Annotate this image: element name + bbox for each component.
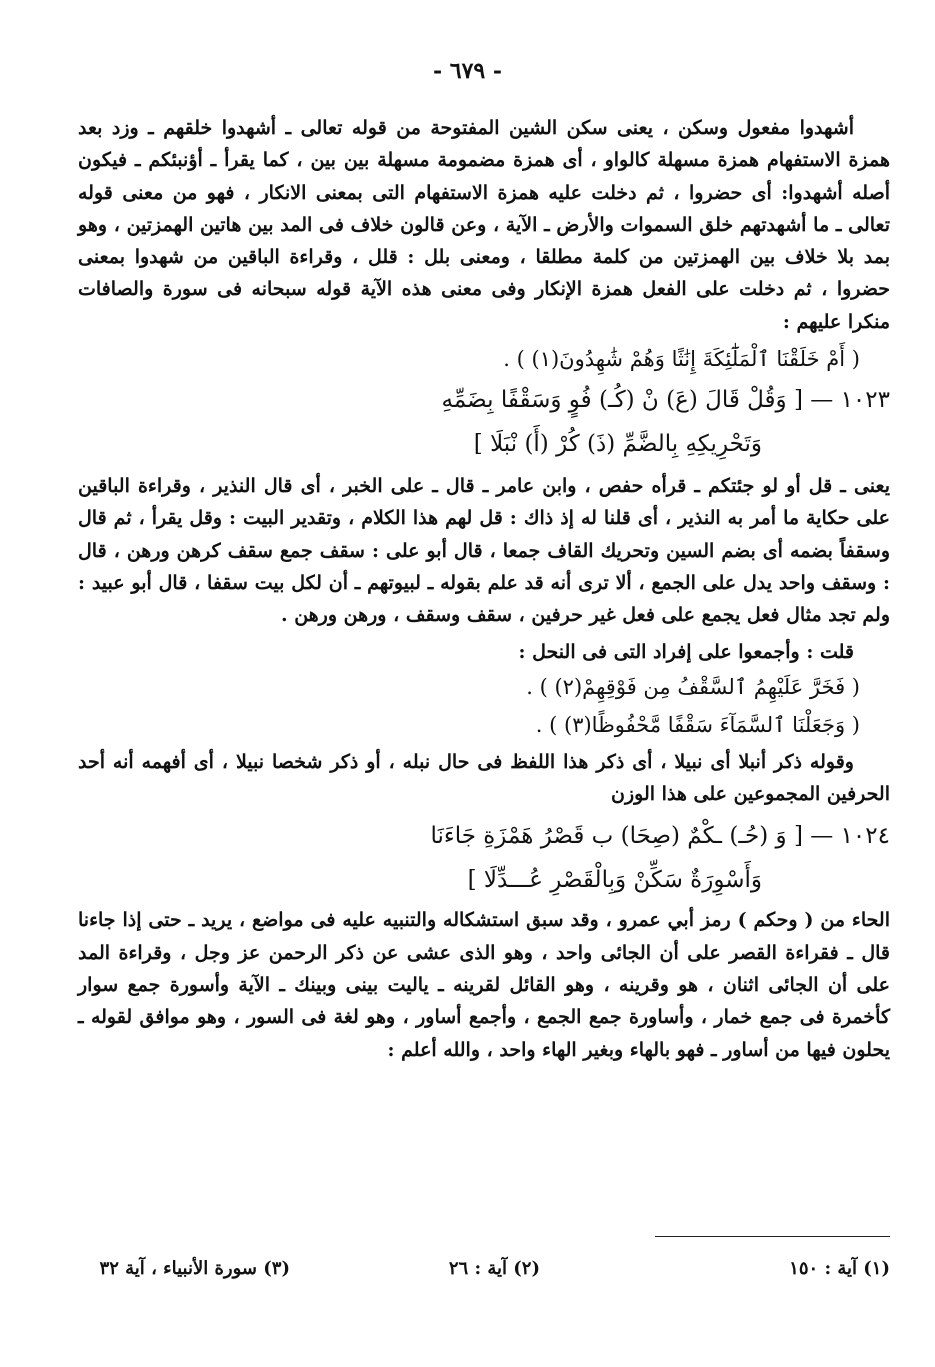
footnote-divider xyxy=(655,1236,890,1237)
main-text xyxy=(78,112,890,1066)
page-number: - ٦٧٩ - xyxy=(432,58,503,84)
quran-quote-1: ( أَمْ خَلَقْنَا ٱلْمَلَٰٓئِكَةَ إِنَٰثًا وَهُمْ شَٰهِدُونَ(١) ) . xyxy=(503,347,860,372)
poem-verse-1023-line-1: ١٠٢٣ — [ وَقُلْ قَالَ (عَ) نْ (كُـ) فُوٍ وَسَقْفًا بِضَمِّهِ xyxy=(441,387,890,414)
quran-quote-2: ( فَخَرَّ عَلَيْهِمُ ٱلسَّقْفُ مِن فَوْقِهِمْ(٢) ) . xyxy=(526,674,860,699)
poem-verse-1023-line-2: وَتَحْرِيكِهِ بِالضَّمِّ (ذَ) كُرْ (أَ) نْبَلَا ] xyxy=(473,431,762,458)
paragraph-1: أشهدوا مفعول وسكن ، يعنى سكن الشين المفتوحة من قوله تعالى ـ أشهدوا خلقهم ـ وزد بعد همزة الاستفهام همزة مسهلة كالواو ، أى همزة مضمومة مسهلة بين بين ، كما يقرأ ـ أؤنبئكم ـ فيكون أصله أشهدوا: أى حضروا ، ثم دخلت عليه همزة الاستفهام التى بمعنى الانكار ، فهو من معنى قوله تعالى ـ ما أشهدتهم خلق السموات والأرض ـ الآية ، وعن قالون خلاف فى المد بين هاتين الهمزتين ، وهو بمد بلا خلاف بين الهمزتين من كلمة مطلقا ، ومعنى بلل : قلل ، وقراءة الباقين من شهدوا بمعنى حضروا ، ثم دخلت على الفعل همزة الإنكار وفى معنى هذه الآية قوله سبحانه فى سورة والصافات منكرا عليهم : xyxy=(78,117,890,333)
paragraph-3: قلت : وأجمعوا على إفراد التى فى النحل : xyxy=(518,640,854,663)
paragraph-5: الحاء من ( وحكم ) رمز أبي عمرو ، وقد سبق استشكاله والتنبيه عليه فى مواضع ، يريد ـ حتى إذا جاءنا قال ـ فقراءة القصر على أن الجائى واحد ، وهو الذى عشى عن ذكر الرحمن عز وجل ، وقراءة المد على أن الجائى اثنان ، هو وقرينه ، وهو القائل لقرينه ـ ياليت بينى وبينك ـ الآية وأسورة جمع سوار كأخمرة فى جمع خمار ، وأساورة جمع الجمع ، وأجمع أساور ، وهو لغة فى السور ، وهو موافق لقوله ـ يحلون فيها من أساور ـ فهو بالهاء وبغير الهاء واحد ، والله أعلم : xyxy=(78,909,890,1061)
footnote-1: (١) آية : ١٥٠ xyxy=(789,1258,890,1279)
poem-verse-1024-line-2: وَأَسْوِرَةٌ سَكِّنْ وَبِالْقَصْرِ عُـــدِّلَا ] xyxy=(467,867,762,894)
poem-verse-1024-line-1: ١٠٢٤ — [ وَ (حُـ) ـكْمٌ (صِحَا) ب قَصْرُ هَمْزَةِ جَاءَنَا xyxy=(430,823,890,850)
footnote-3: (٣) سورة الأنبياء ، آية ٣٢ xyxy=(99,1258,290,1279)
paragraph-2: يعنى ـ قل أو لو جئتكم ـ قرأه حفص ، وابن عامر ـ قال ـ على الخبر ، أى قال النذير ، وقراءة الباقين على حكاية ما أمر به النذير ، أى قلنا له إذ ذاك : قل لهم هذا الكلام ، وتقدير البيت : وقل يقرأ ، ثم قال وسقفاً بضمه أى بضم السين وتحريك القاف جمعا ، قال أبو على : سقف جمع سقف كرهن ورهن ، قال : وسقف واحد يدل على الجمع ، ألا ترى أنه قد علم بقوله ـ لبيوتهم ـ أن لكل بيت سقفا ، قال أبو عبيد : ولم تجد مثال فعل يجمع على فعل غير حرفين ، سقف وسقف ، ورهن ورهن . xyxy=(78,475,890,627)
paragraph-4: وقوله ذكر أنبلا أى نبيلا ، أى ذكر هذا اللفظ فى حال نبله ، أو ذكر شخصا نبيلا ، أى أفهمه أنه أحد الحرفين المجموعين على هذا الوزن xyxy=(78,750,890,806)
quran-quote-3: ( وَجَعَلْنَا ٱلسَّمَآءَ سَقْفًا مَّحْفُوظًا(٣) ) . xyxy=(535,712,860,737)
footnote-2: (٢) آية : ٢٦ xyxy=(448,1258,540,1279)
footnotes xyxy=(78,1258,890,1288)
